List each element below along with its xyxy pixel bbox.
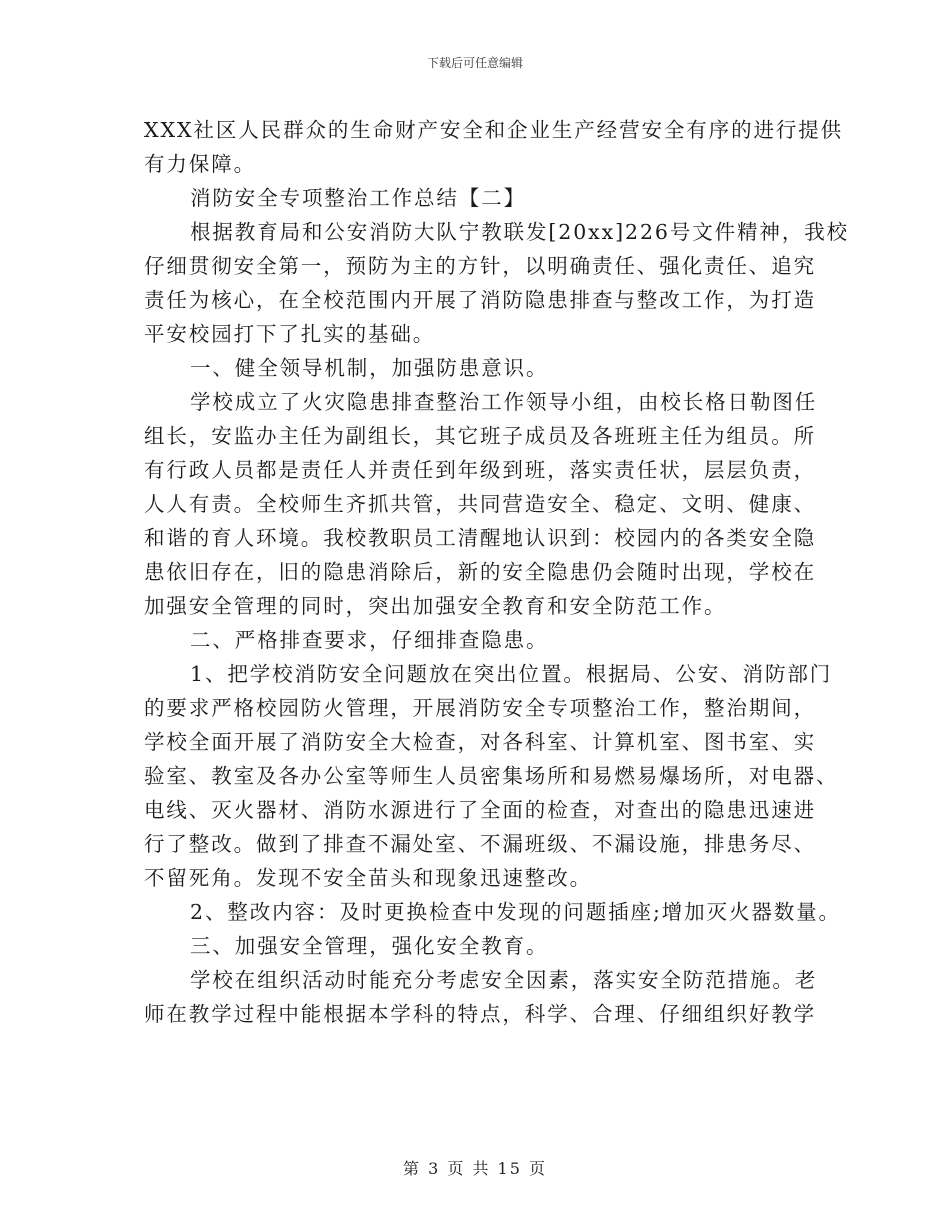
body-line: XXX社区人民群众的生命财产安全和企业生产经营安全有序的进行提供 [144, 118, 844, 142]
body-line: 加强安全管理的同时，突出加强安全教育和安全防范工作。 [144, 594, 727, 618]
body-line: 根据教育局和公安消防大队宁教联发[20xx]226号文件精神，我校 [190, 220, 850, 244]
body-line: 的要求严格校园防火管理，开展消防安全专项整治工作，整治期间， [144, 696, 816, 720]
body-line: 患依旧存在，旧的隐患消除后，新的安全隐患仍会随时出现，学校在 [144, 560, 816, 584]
body-line: 验室、教室及各办公室等师生人员密集场所和易燃易爆场所，对电器、 [144, 764, 839, 788]
body-line: 学校成立了火灾隐患排查整治工作领导小组，由校长格日勒图任 [190, 390, 818, 414]
body-line: 行了整改。做到了排查不漏处室、不漏班级、不漏设施，排患务尽、 [144, 832, 816, 856]
body-line: 仔细贯彻安全第一，预防为主的方针，以明确责任、强化责任、追究 [144, 254, 816, 278]
document-body [144, 113, 850, 1031]
body-line: 和谐的育人环境。我校教职员工清醒地认识到：校园内的各类安全隐 [144, 526, 816, 550]
page-number: 第 3 页 共 15 页 [403, 1159, 547, 1178]
section-heading: 一、健全领导机制，加强防患意识。 [190, 356, 549, 380]
body-line: 1、把学校消防安全问题放在突出位置。根据局、公安、消防部门 [190, 662, 833, 686]
body-line: 2、整改内容：及时更换检查中发现的问题插座;增加灭火器数量。 [190, 900, 841, 924]
body-line: 人人有责。全校师生齐抓共管，共同营造安全、稳定、文明、健康、 [144, 492, 816, 516]
body-line: 学校全面开展了消防安全大检查，对各科室、计算机室、图书室、实 [144, 730, 816, 754]
section-heading: 三、加强安全管理，强化安全教育。 [190, 934, 549, 958]
body-line: 师在教学过程中能根据本学科的特点，科学、合理、仔细组织好教学 [144, 1002, 816, 1026]
body-line: 平安校园打下了扎实的基础。 [144, 322, 436, 346]
body-line: 有行政人员都是责任人并责任到年级到班，落实责任状，层层负责， [144, 458, 816, 482]
section-title: 消防安全专项整治工作总结【二】 [190, 186, 526, 210]
body-line: 责任为核心，在全校范围内开展了消防隐患排查与整改工作，为打造 [144, 288, 816, 312]
body-line: 组长，安监办主任为副组长，其它班子成员及各班班主任为组员。所 [144, 424, 816, 448]
body-line: 有力保障。 [144, 152, 256, 176]
page-header-note: 下载后可任意编辑 [426, 56, 523, 70]
section-heading: 二、严格排查要求，仔细排查隐患。 [190, 628, 549, 652]
body-line: 电线、灭火器材、消防水源进行了全面的检查，对查出的隐患迅速进 [144, 798, 816, 822]
body-line: 学校在组织活动时能充分考虑安全因素，落实安全防范措施。老 [190, 968, 818, 992]
body-line: 不留死角。发现不安全苗头和现象迅速整改。 [144, 866, 592, 890]
